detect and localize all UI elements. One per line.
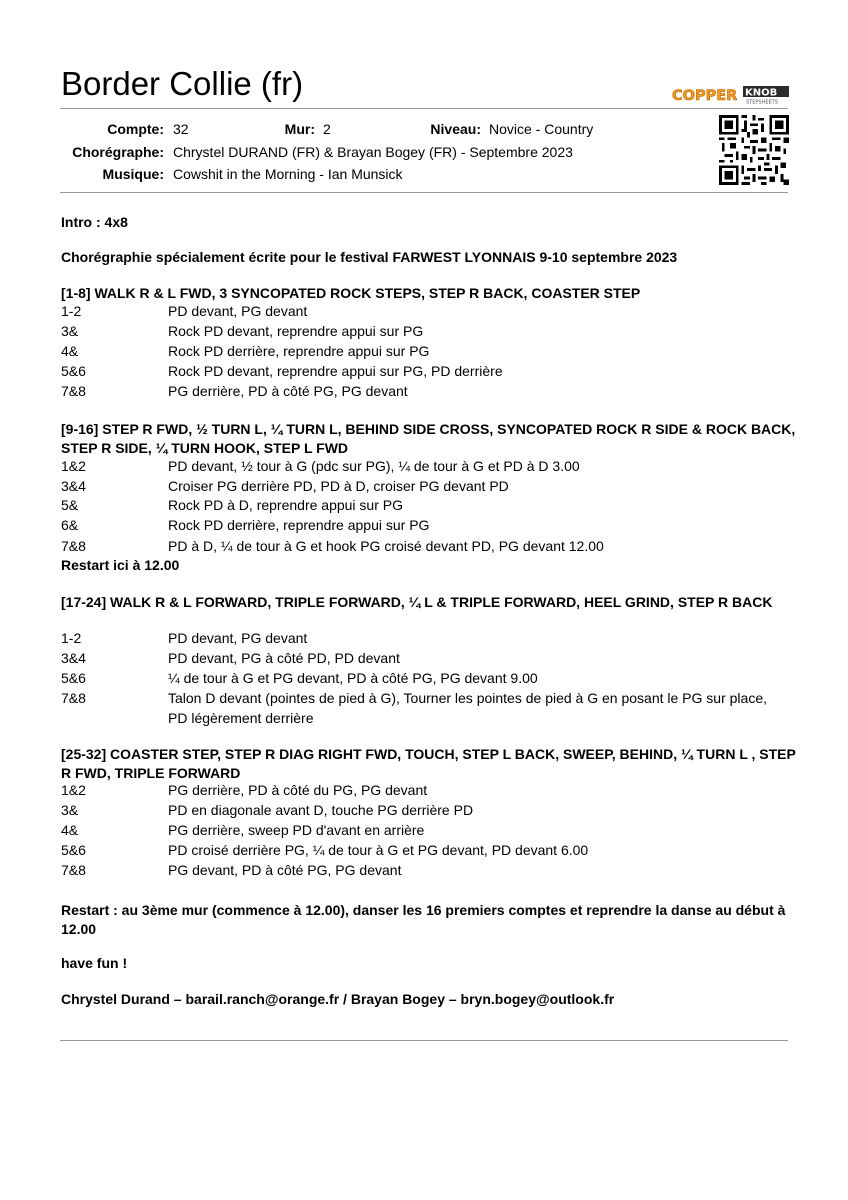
niveau-value: Novice - Country	[489, 121, 594, 137]
step-count: 1-2	[61, 630, 82, 646]
compte-value: 32	[173, 121, 189, 137]
section-header-1: [1-8] WALK R & L FWD, 3 SYNCOPATED ROCK STEPS, STEP R BACK, COASTER STEP	[61, 285, 641, 301]
mur-label: Mur:	[284, 121, 315, 137]
contact-text: Chrystel Durand – barail.ranch@orange.fr / Brayan Bogey – bryn.bogey@outlook.fr	[61, 991, 615, 1007]
step-count: 5&6	[61, 363, 86, 379]
section-header-2: [9-16] STEP R FWD, ½ TURN L, ¼ TURN L, BEHIND SIDE CROSS, SYNCOPATED ROCK R SIDE & ROCK BACK, STEP R SIDE, ¼ TURN HOOK, STEP L FWD	[61, 421, 796, 456]
step-desc: Rock PD devant, reprendre appui sur PG, PD derrière	[168, 363, 503, 379]
step-count: 3&	[61, 323, 79, 339]
step-desc: PG derrière, PD à côté du PG, PG devant	[168, 782, 428, 798]
qr-code[interactable]	[719, 115, 789, 185]
step-count: 4&	[61, 343, 79, 359]
step-desc: Rock PD devant, reprendre appui sur PG	[168, 323, 424, 339]
step-desc: PD devant, PG devant	[168, 630, 308, 646]
step-desc: PG devant, PD à côté PG, PG devant	[168, 862, 402, 878]
step-count: 4&	[61, 822, 79, 838]
step-count: 1&2	[61, 458, 86, 474]
section-header-4: [25-32] COASTER STEP, STEP R DIAG RIGHT FWD, TOUCH, STEP L BACK, SWEEP, BEHIND, ¼ TURN L , STEP R FWD, TRIPLE FORWARD	[61, 746, 796, 781]
compte-label: Compte:	[107, 121, 164, 137]
step-desc: PG derrière, PD à côté PG, PG devant	[168, 383, 408, 399]
choreographe-label: Chorégraphe:	[72, 144, 164, 160]
step-desc: PD en diagonale avant D, touche PG derrière PD	[168, 802, 474, 818]
page-title: Border Collie (fr)	[61, 65, 304, 102]
musique-value: Cowshit in the Morning - Ian Munsick	[173, 166, 403, 182]
step-desc: PD croisé derrière PG, ¼ de tour à G et PG devant, PD devant 6.00	[168, 842, 589, 858]
logo-text-knob: KNOB	[745, 87, 778, 99]
copperknob-logo	[672, 85, 790, 105]
step-desc: Talon D devant (pointes de pied à G), Tourner les pointes de pied à G en posant le PG sur place, PD légèrement derrière	[168, 690, 767, 726]
restart-note: Restart ici à 12.00	[61, 557, 180, 573]
step-count: 3&4	[61, 478, 86, 494]
step-desc: Croiser PG derrière PD, PD à D, croiser PG devant PD	[168, 478, 509, 494]
step-count: 3&	[61, 802, 79, 818]
step-count: 5&6	[61, 670, 86, 686]
step-desc: PD devant, ½ tour à G (pdc sur PG), ¼ de tour à G et PD à D 3.00	[168, 458, 580, 474]
step-desc: PG derrière, sweep PD d'avant en arrière	[168, 822, 425, 838]
choreographe-value: Chrystel DURAND (FR) & Brayan Bogey (FR) - Septembre 2023	[173, 144, 573, 160]
section-header-3: [17-24] WALK R & L FORWARD, TRIPLE FORWARD, ¼ L & TRIPLE FORWARD, HEEL GRIND, STEP R BACK	[61, 594, 773, 610]
restart-instructions: Restart : au 3ème mur (commence à 12.00), danser les 16 premiers comptes et reprendre la danse au début à 12.00	[61, 902, 786, 937]
intro-text: Intro : 4x8	[61, 214, 128, 230]
step-count: 7&8	[61, 538, 86, 554]
step-count: 7&8	[61, 383, 86, 399]
step-count: 5&6	[61, 842, 86, 858]
step-desc: Rock PD derrière, reprendre appui sur PG	[168, 343, 430, 359]
logo-text-stepsheets: STEPSHEETS	[746, 99, 778, 105]
step-count: 6&	[61, 517, 79, 533]
logo-text-copper: COPPER	[672, 88, 738, 104]
step-count: 7&8	[61, 690, 86, 706]
have-fun-text: have fun !	[61, 955, 128, 971]
step-count: 1&2	[61, 782, 86, 798]
meta-divider	[60, 192, 788, 193]
header-divider	[60, 108, 788, 109]
footer-divider	[60, 1040, 788, 1041]
mur-value: 2	[323, 121, 331, 137]
step-desc: PD devant, PG devant	[168, 303, 308, 319]
step-desc: Rock PD derrière, reprendre appui sur PG	[168, 517, 430, 533]
step-count: 7&8	[61, 862, 86, 878]
niveau-label: Niveau:	[430, 121, 481, 137]
step-desc: PD à D, ¼ de tour à G et hook PG croisé devant PD, PG devant 12.00	[168, 538, 604, 554]
step-desc: Rock PD à D, reprendre appui sur PG	[168, 497, 403, 513]
note-text: Chorégraphie spécialement écrite pour le festival FARWEST LYONNAIS 9-10 septembre 2023	[61, 249, 678, 265]
step-count: 1-2	[61, 303, 82, 319]
step-desc: PD devant, PG à côté PD, PD devant	[168, 650, 400, 666]
step-count: 3&4	[61, 650, 86, 666]
step-count: 5&	[61, 497, 79, 513]
step-desc: ¼ de tour à G et PG devant, PD à côté PG, PG devant 9.00	[168, 670, 538, 686]
musique-label: Musique:	[102, 166, 164, 182]
